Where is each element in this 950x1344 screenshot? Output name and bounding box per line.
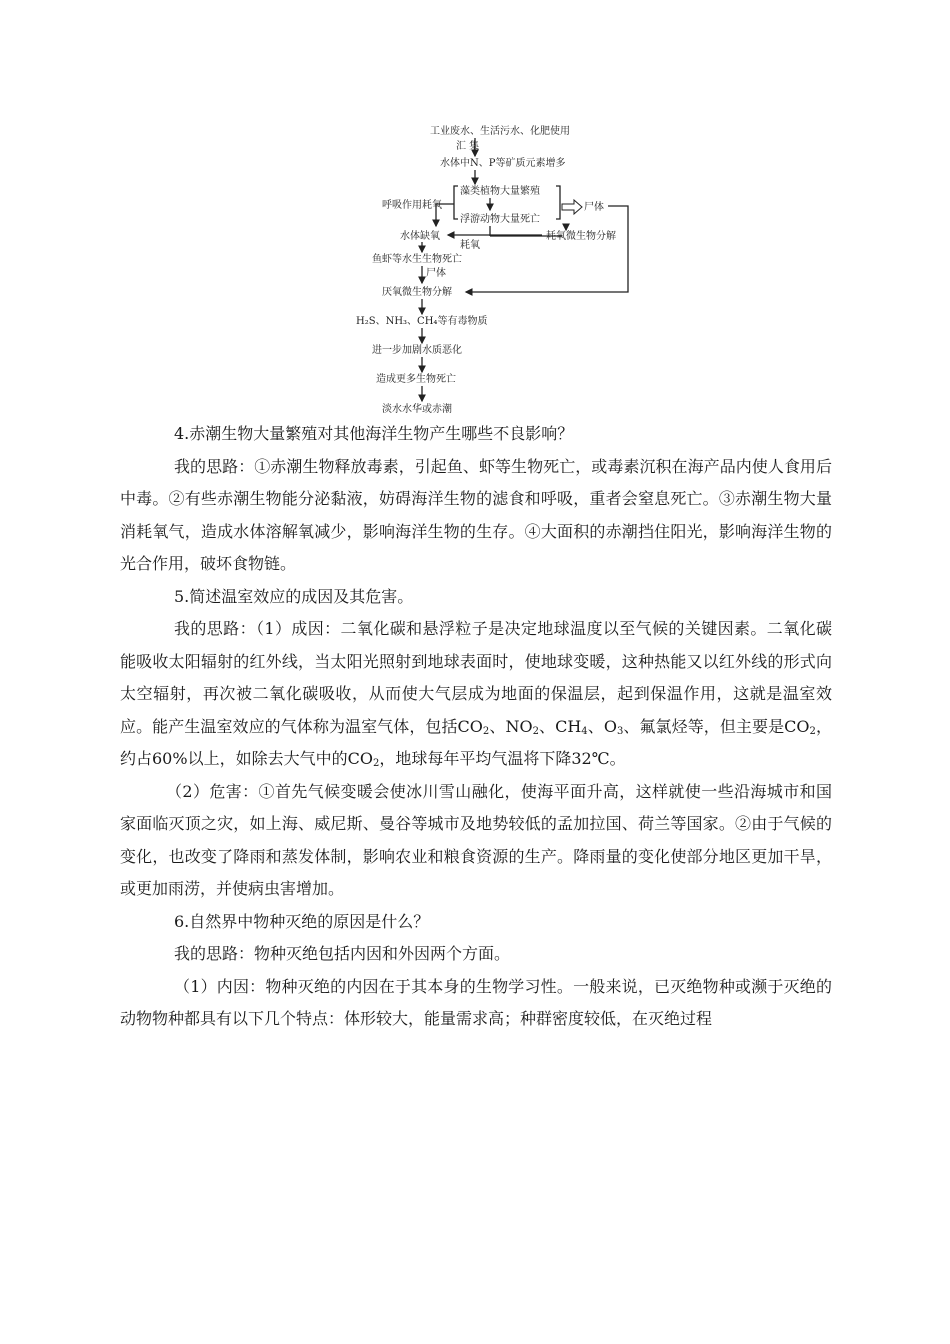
node-anaerobic-decomp: 厌氧微生物分解 (382, 287, 452, 298)
label-corpse: 尸体 (584, 202, 604, 213)
node-sources: 工业废水、生活污水、化肥使用 (430, 126, 570, 137)
body-text (120, 418, 832, 1036)
answer-5-cause: 我的思路：（1）成因：二氧化碳和悬浮粒子是决定地球温度以至气候的关键因素。二氧化碳能吸收太阳辐射的红外线，当太阳光照射到地球表面时，使地球变暖，这种热能又以红外线的形式向太空辐射，再次被二氧化碳吸收，从而使大气层成为地面的保温层，起到保温作用，这就是温室效应。能产生温室效应的气体称为温室气体，包括$CO_2$、$NO_2$、$CH_4$、$O_3$、氟氯烃等，但主要是$CO_2$，约占60%以上，如除去大气中的$CO_2$，地球每年平均气温将下降32℃。 (120, 619, 832, 769)
question-4: 4.赤潮生物大量繁殖对其他海洋生物产生哪些不良影响？ (174, 424, 574, 443)
label-respiration: 呼吸作用耗氧 (382, 200, 442, 211)
node-plankton-death: 浮游动物大量死亡 (460, 214, 540, 225)
bracket-right (556, 186, 560, 219)
formula-co2-2: $CO_2$ (784, 716, 816, 737)
node-aerobic-decomp: 耗氧微生物分解 (546, 231, 616, 242)
node-water-worsen: 进一步加剧水质恶化 (372, 345, 462, 356)
hollow-arrow (562, 200, 582, 214)
formula-co2: $CO_2$ (457, 716, 490, 737)
question-6: 6.自然界中物种灭绝的原因是什么？ (174, 911, 430, 931)
label-collect: 汇 集 (456, 141, 480, 152)
label-consume-oxygen: 耗氧 (460, 240, 480, 251)
question-5: 5.简述温室效应的成因及其危害。 (174, 586, 414, 606)
bracket-left (454, 186, 458, 219)
node-hypoxia: 水体缺氧 (400, 231, 440, 242)
formula-no2: $NO_2$ (505, 716, 539, 737)
node-nutrients: 水体中N、P等矿质元素增多 (440, 158, 566, 169)
formula-ch4: $CH_4$ (555, 716, 588, 737)
node-algae-bloom: 藻类植物大量繁殖 (460, 186, 540, 197)
answer-5-cause-text: 我的思路：（1）成因：二氧化碳和悬浮粒子是决定地球温度以至气候的关键因素。二氧化碳能吸收太阳辐射的红外线，当太阳光照射到地球表面时，使地球变暖，这种热能又以红外线的形式向太空辐射，再次被二氧化碳吸收，从而使大气层成为地面的保温层，起到保温作用，这就是温室效应。能产生温室效应的气体称为温室气体，包括 (120, 619, 832, 736)
eutrophication-flow-diagram (330, 118, 640, 420)
node-red-tide: 淡水水华或赤潮 (382, 404, 452, 415)
node-more-deaths: 造成更多生物死亡 (376, 374, 456, 385)
label-corpse-2: 尸体 (426, 268, 446, 279)
node-fish-death: 鱼虾等水生生物死亡 (372, 254, 462, 265)
formula-o3: $O_3$ (603, 716, 624, 737)
answer-6-intro: 我的思路：物种灭绝包括内因和外因两个方面。 (174, 944, 511, 963)
answer-5-harm: （2）危害：①首先气候变暖会使冰川雪山融化，使海平面升高，这样就使一些沿海城市和国家面临灭顶之灾，如上海、威尼斯、曼谷等城市及地势较低的孟加拉国、荷兰等国家。②由于气候的变化，也改变了降雨和蒸发体制，影响农业和粮食资源的生产。降雨量的变化使部分地区更加干旱，或更加雨涝，并使病虫害增加。 (120, 781, 832, 898)
answer-6-internal: （1）内因：物种灭绝的内因在于其本身的生物学习性。一般来说，已灭绝物种或濒于灭绝的动物物种都具有以下几个特点：体形较大，能量需求高；种群密度较低，在灭绝过程 (120, 976, 832, 1028)
answer-4: 我的思路：①赤潮生物释放毒素，引起鱼、虾等生物死亡，或毒素沉积在海产品内使人食用后中毒。②有些赤潮生物能分泌黏液，妨碍海洋生物的滤食和呼吸，重者会窒息死亡。③赤潮生物大量消耗氧气，造成水体溶解氧减少，影响海洋生物的生存。④大面积的赤潮挡住阳光，影响海洋生物的光合作用，破坏食物链。 (120, 456, 832, 573)
formula-co2-3: $CO_2$ (347, 749, 380, 769)
node-toxic-substances: H₂S、NH₃、CH₄等有毒物质 (356, 316, 488, 327)
